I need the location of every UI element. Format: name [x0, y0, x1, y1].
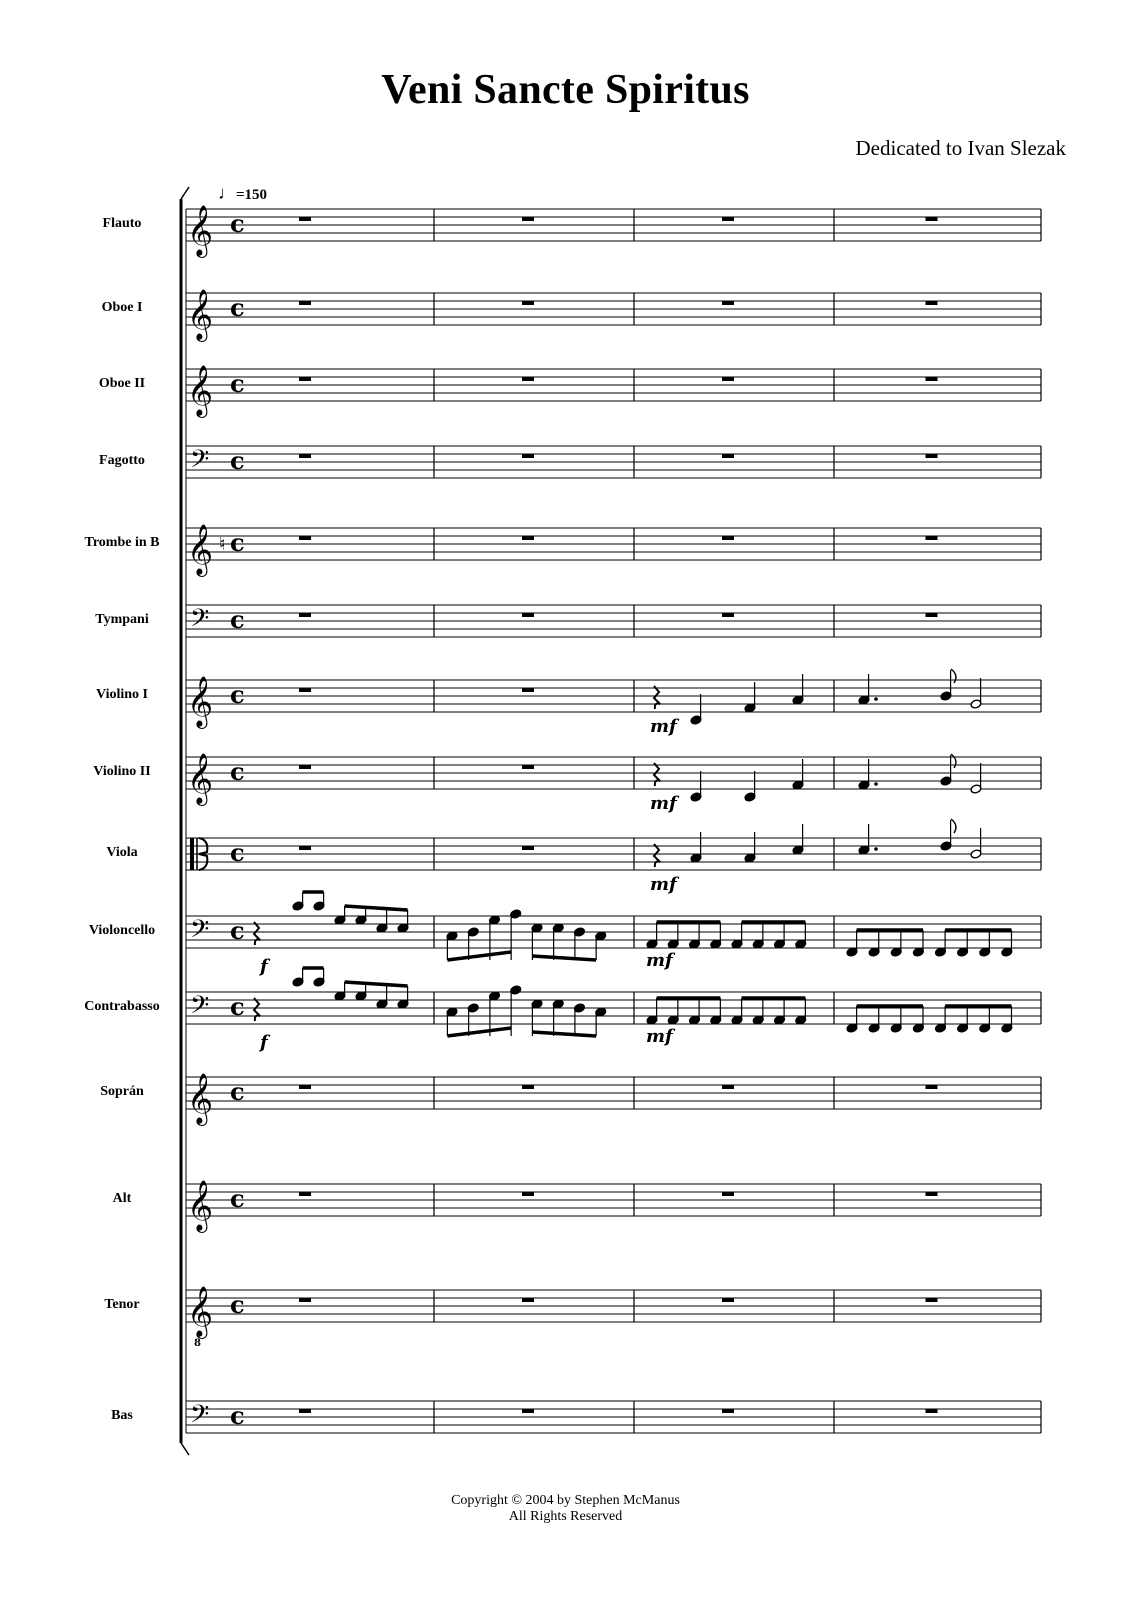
whole-rest: [299, 688, 311, 692]
dot: [874, 782, 878, 786]
whole-rest: [926, 1409, 938, 1413]
whole-rest: [299, 1409, 311, 1413]
whole-rest: [722, 613, 734, 617]
whole-rest: [522, 1409, 534, 1413]
instrument-label: Violino II: [93, 764, 151, 779]
staff: [186, 1077, 1041, 1109]
quarter-rest: [654, 686, 660, 709]
staff: [186, 992, 1041, 1024]
instrument-label: Contrabasso: [84, 999, 160, 1014]
instrument-label: Violino I: [96, 687, 148, 702]
dynamic-marking: mf: [650, 716, 677, 737]
bracket-bottom-hook: [181, 1443, 189, 1455]
common-time-icon: c: [230, 757, 245, 786]
common-time-icon: c: [230, 446, 245, 475]
staff: [186, 1290, 1041, 1322]
bass-clef-icon: 𝄢: [190, 915, 210, 950]
instrument-label: Fagotto: [99, 453, 145, 468]
instrument-label: Alt: [112, 1191, 132, 1206]
common-time-icon: c: [230, 1401, 245, 1430]
staff: [186, 446, 1041, 478]
common-time-icon: c: [230, 528, 245, 557]
staff: [186, 369, 1041, 401]
copyright-line: Copyright © 2004 by Stephen McManus: [451, 1493, 680, 1508]
whole-rest: [522, 1192, 534, 1196]
whole-rest: [926, 536, 938, 540]
whole-rest: [722, 536, 734, 540]
instrument-label: Trombe in B: [84, 535, 160, 550]
staff: [186, 757, 1041, 789]
treble-clef-icon: 𝄞: [187, 676, 214, 727]
whole-rest: [299, 454, 311, 458]
quarter-note-icon: ♩: [218, 183, 236, 203]
dot: [874, 847, 878, 851]
whole-rest: [722, 377, 734, 381]
whole-rest: [522, 301, 534, 305]
dynamic-marking: mf: [650, 793, 677, 814]
common-time-icon: c: [230, 680, 245, 709]
staff: [186, 916, 1041, 948]
common-time-icon: c: [230, 916, 245, 945]
whole-rest: [522, 536, 534, 540]
instrument-label: Soprán: [100, 1084, 144, 1099]
whole-rest: [522, 377, 534, 381]
beam: [447, 952, 511, 960]
whole-rest: [722, 1192, 734, 1196]
dot: [874, 697, 878, 701]
whole-rest: [926, 217, 938, 221]
instrument-label: Tympani: [95, 612, 149, 627]
whole-rest: [522, 1085, 534, 1089]
quarter-rest: [254, 998, 260, 1021]
copyright: [0, 1493, 1131, 1525]
whole-rest: [522, 454, 534, 458]
instrument-label: Tenor: [104, 1297, 140, 1312]
instrument-label: Oboe I: [101, 300, 143, 315]
whole-rest: [926, 1298, 938, 1302]
whole-rest: [299, 1192, 311, 1196]
beam: [532, 956, 596, 960]
whole-rest: [926, 613, 938, 617]
whole-rest: [522, 846, 534, 850]
whole-rest: [722, 1409, 734, 1413]
instrument-label: Flauto: [102, 216, 142, 231]
whole-rest: [299, 613, 311, 617]
treble-clef-icon: 𝄞: [187, 524, 214, 575]
whole-rest: [722, 217, 734, 221]
beam: [532, 1032, 596, 1036]
page-title: Veni Sancte Spiritus: [381, 67, 750, 113]
whole-rest: [926, 454, 938, 458]
whole-rest: [522, 217, 534, 221]
whole-rest: [722, 454, 734, 458]
beam: [447, 1028, 511, 1036]
whole-rest: [522, 765, 534, 769]
staff: [186, 528, 1041, 560]
bracket-top-hook: [181, 187, 189, 199]
whole-rest: [926, 1085, 938, 1089]
bass-clef-icon: 𝄢: [190, 604, 210, 639]
dynamic-marking: mf: [646, 1026, 673, 1047]
staff: [186, 1401, 1041, 1433]
beam: [345, 982, 408, 986]
whole-rest: [299, 301, 311, 305]
staff: [186, 680, 1041, 712]
quarter-rest: [654, 763, 660, 786]
instrument-label: Viola: [106, 845, 138, 860]
quarter-rest: [654, 844, 660, 867]
whole-rest: [299, 536, 311, 540]
whole-rest: [522, 613, 534, 617]
treble-clef-icon: 𝄞: [187, 289, 214, 340]
treble-clef-icon: 𝄞: [187, 1073, 214, 1124]
common-time-icon: c: [230, 1184, 245, 1213]
dynamic-marking: f: [260, 956, 268, 977]
whole-rest: [299, 1298, 311, 1302]
whole-rest: [926, 1192, 938, 1196]
whole-rest: [926, 301, 938, 305]
treble-clef-icon: 𝄞: [187, 365, 214, 416]
whole-rest: [299, 765, 311, 769]
staff: [186, 1184, 1041, 1216]
natural-sign-icon: ♮: [219, 534, 226, 555]
dynamic-marking: f: [260, 1032, 268, 1053]
eighth-flag: [951, 754, 956, 768]
common-time-icon: c: [230, 838, 245, 867]
common-time-icon: c: [230, 369, 245, 398]
dynamic-marking: mf: [646, 950, 673, 971]
instrument-label: Bas: [111, 1408, 133, 1423]
dynamic-marking: mf: [650, 874, 677, 895]
staff: [186, 209, 1041, 241]
instrument-label: Oboe II: [98, 376, 146, 391]
dedication: Dedicated to Ivan Slezak: [855, 136, 1066, 160]
whole-rest: [722, 301, 734, 305]
beam: [345, 906, 408, 910]
tempo-value: =150: [236, 187, 268, 203]
staff: [186, 605, 1041, 637]
whole-rest: [299, 217, 311, 221]
common-time-icon: c: [230, 992, 245, 1021]
whole-rest: [722, 1085, 734, 1089]
whole-rest: [522, 1298, 534, 1302]
common-time-icon: c: [230, 1077, 245, 1106]
bass-clef-icon: 𝄢: [190, 1400, 210, 1435]
eighth-flag: [951, 669, 956, 683]
treble-clef-icon: 𝄞: [187, 205, 214, 256]
whole-rest: [299, 377, 311, 381]
eighth-flag: [951, 819, 956, 833]
whole-rest: [299, 846, 311, 850]
whole-rest: [926, 377, 938, 381]
staff: [186, 838, 1041, 870]
common-time-icon: c: [230, 605, 245, 634]
treble-clef-icon: 𝄞: [187, 1286, 214, 1337]
whole-rest: [522, 688, 534, 692]
rights-line: All Rights Reserved: [508, 1509, 623, 1524]
octave-marker: 8: [194, 1338, 201, 1349]
whole-rest: [722, 1298, 734, 1302]
alto-clef-icon: [190, 838, 194, 870]
staff: [186, 293, 1041, 325]
common-time-icon: c: [230, 293, 245, 322]
whole-rest: [299, 1085, 311, 1089]
treble-clef-icon: 𝄞: [187, 1180, 214, 1231]
quarter-rest: [254, 922, 260, 945]
bass-clef-icon: 𝄢: [190, 445, 210, 480]
treble-clef-icon: 𝄞: [187, 753, 214, 804]
bass-clef-icon: 𝄢: [190, 991, 210, 1026]
instrument-label: Violoncello: [88, 923, 156, 938]
common-time-icon: c: [230, 1290, 245, 1319]
common-time-icon: c: [230, 209, 245, 238]
